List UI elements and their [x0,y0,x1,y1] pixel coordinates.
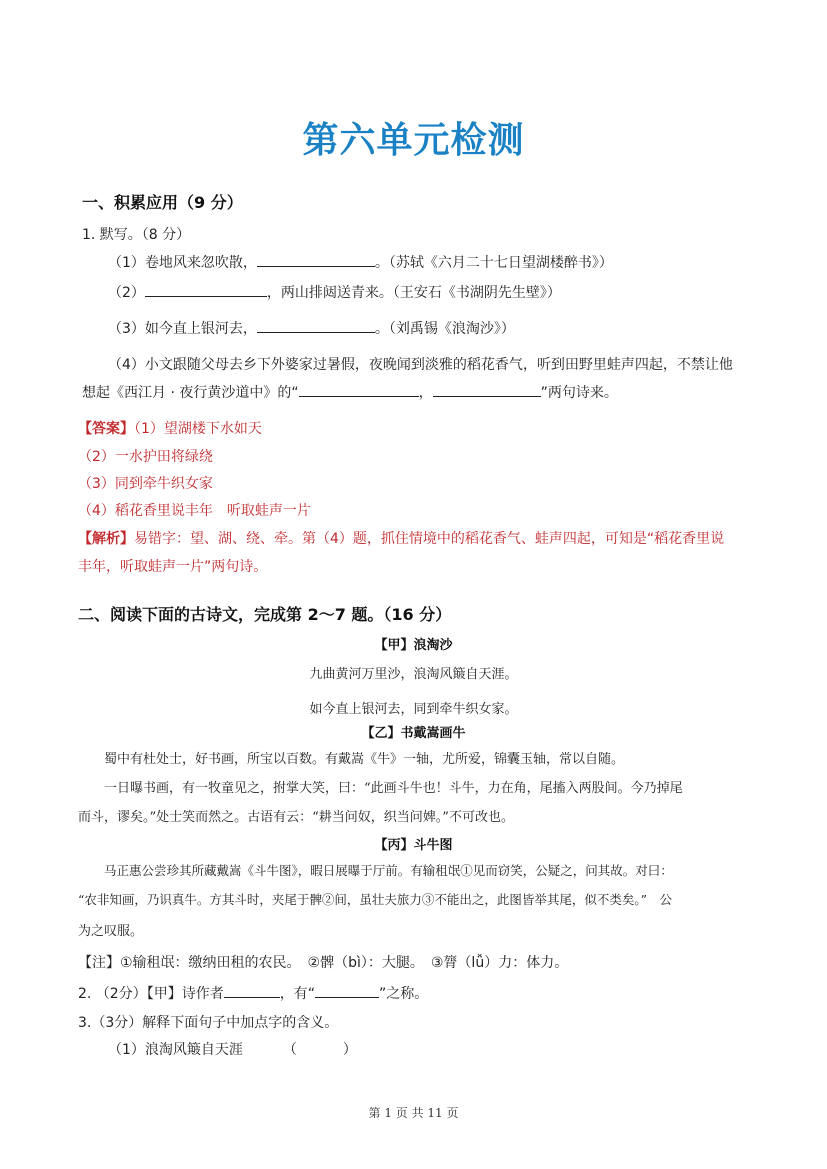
jia-line1: 九曲黄河万里沙，浪淘风簸自天涯。 [309,667,518,682]
q1-item2 [108,282,561,302]
answer-a2: （2）一水护田将绿绕 [78,449,213,465]
answer-blank[interactable] [257,252,375,267]
answer-a4: （4）稻花香里说丰年 听取蛙声一片 [78,503,311,519]
analysis-text1: 易错字：望、湖、绕、牵。第（4）题，抓住情境中的稻花香气、蛙声四起，可知是“稻花香里说 [134,531,725,547]
yi-p2-line1: 一日曝书画，有一牧童见之，拊掌大笑，曰：“此画斗牛也！斗牛，力在角，尾搐入两股间。今乃掉尾 [104,781,683,796]
jia-line2: 如今直上银河去，同到牵牛织女家。 [309,702,518,717]
q2-post: ”之称。 [378,986,429,1002]
q2 [78,983,428,1003]
bing-line1: 马正惠公尝珍其所藏戴嵩《斗牛图》，暇日展曝于厅前。有输租氓①见而窃笑，公疑之，问其故。对曰： [104,863,673,878]
answer-label: 【答案】 [78,421,134,437]
q2-mid: ，有“ [279,986,315,1002]
yi-p2-line2: 而斗，谬矣。”处士笑而然之。古语有云：“耕当问奴，织当问婢。”不可改也。 [78,810,514,825]
q1-item2-post: ，两山排闼送青来。（王安石《书湖阴先生壁》） [266,285,561,301]
q3-item1-text: （1）浪淘风簸自天涯 [108,1042,243,1058]
q1-item4-line2-pre: 想起《西江月 · 夜行黄沙道中》的“ [82,385,299,401]
answer-blank[interactable] [257,318,375,333]
q3-item1 [108,1039,357,1059]
yi-title: 【乙】书戴嵩画牛 [361,726,466,741]
yi-p1: 蜀中有杜处士，好书画，所宝以百数。有戴嵩《牛》一轴，尤所爱，锦囊玉轴，常以自随。 [104,752,625,767]
analysis-line1 [78,528,724,548]
q2-pre: 2. （2分）【甲】诗作者 [78,986,224,1002]
answer-blank[interactable] [224,983,280,998]
answer-blank[interactable] [315,983,379,998]
q1-item3 [108,318,515,338]
q1-item1-pre: （1）卷地风来忽吹散， [108,255,257,271]
annotation-note: 【注】①输租氓：缴纳田租的农民。 ②髀（bì）：大腿。 ③膂（lǚ）力：体力。 [78,955,569,971]
answer-a1: （1）望湖楼下水如天 [134,421,262,437]
answer-a3: （3）同到牵牛织女家 [78,476,213,492]
q1-item3-pre: （3）如今直上银河去， [108,321,257,337]
answer-blank[interactable] [299,382,419,397]
q1-item1-post: 。（苏轼《六月二十七日望湖楼醉书》） [374,255,613,271]
q3-stem: 3.（3分）解释下面句子中加点字的含义。 [78,1015,339,1031]
page-footer: 第 1 页 共 11 页 [368,1106,459,1120]
q1-stem: 1. 默写。（8 分） [82,227,191,243]
q1-item4-line2-mid: ， [418,385,433,401]
analysis-line2: 丰年，听取蛙声一片”两句诗。 [78,559,268,575]
jia-title: 【甲】浪淘沙 [374,638,453,653]
analysis-label: 【解析】 [78,531,134,547]
answer-blank[interactable] [433,382,541,397]
q1-item3-post: 。（刘禹锡《浪淘沙》） [374,321,515,337]
bing-title: 【丙】斗牛图 [374,838,453,853]
q1-item4-line1: （4）小文跟随父母去乡下外婆家过暑假，夜晚闻到淡雅的稻花香气，听到田野里蛙声四起，不禁让他 [108,357,733,373]
answer-line1 [78,418,262,438]
q1-item4-line2 [82,382,618,402]
answer-blank[interactable] [145,282,267,297]
paren-close: ） [342,1042,357,1058]
section1-heading: 一、积累应用（9 分） [82,193,243,212]
q1-item1 [108,252,613,272]
bing-line3: 为之叹服。 [78,924,144,939]
bing-line2: “农非知画，乃识真牛。方其斗时，夹尾于髀②间，虽壮夫旅力③不能出之，此图皆举其尾，似不类矣。” 公 [78,892,673,907]
q1-item2-pre: （2） [108,285,145,301]
section2-heading: 二、阅读下面的古诗文，完成第 2～7 题。（16 分） [78,605,452,624]
page-title: 第六单元检测 [302,120,525,161]
q1-item4-line2-post: ”两句诗来。 [540,385,618,401]
paren-open: （ [282,1042,297,1058]
